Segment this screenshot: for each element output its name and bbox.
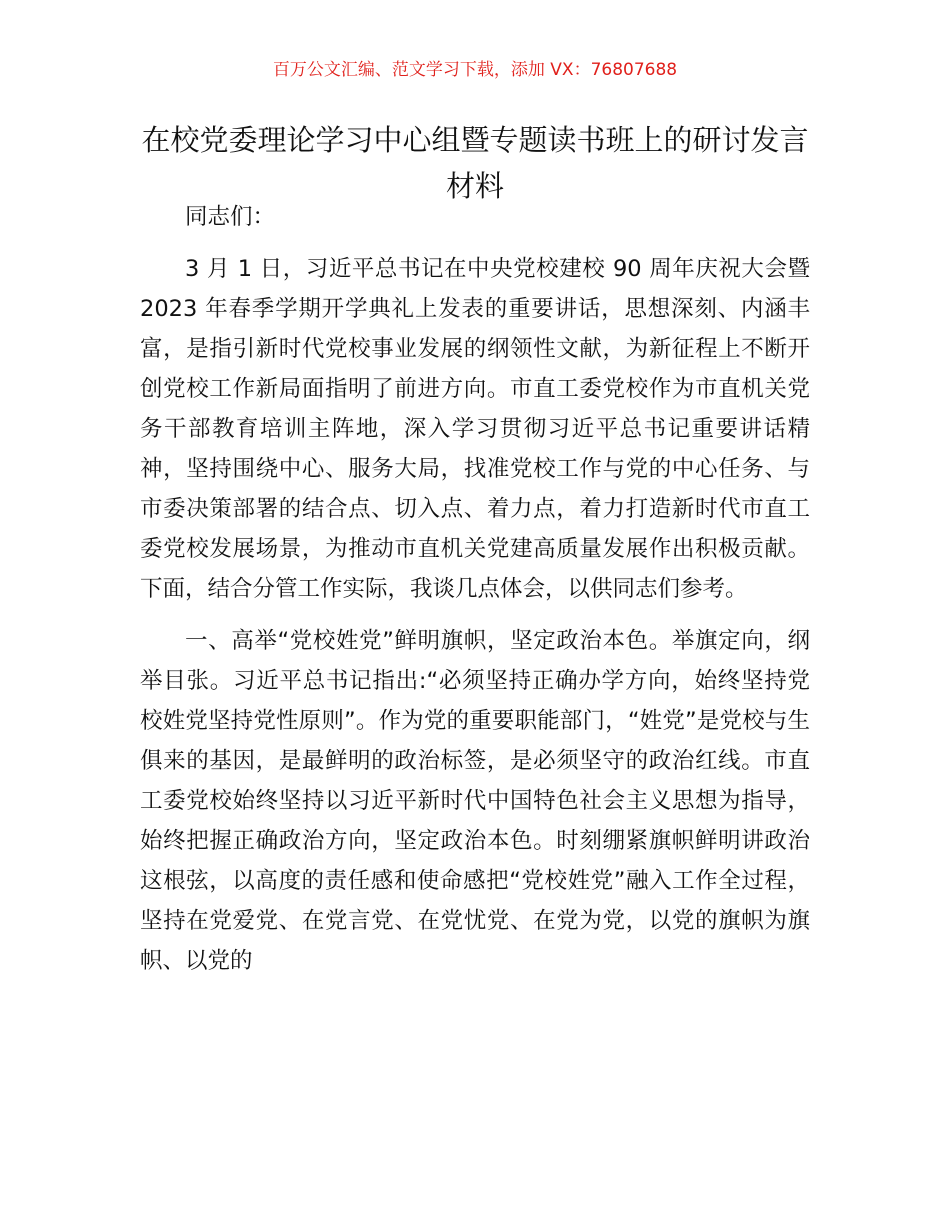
paragraph-section-one: 一、高举“党校姓党”鲜明旗帜，坚定政治本色。举旗定向，纲举目张。习近平总书记指出:“必须坚持正确办学方向，始终坚持党校姓党坚持党性原则”。作为党的重要职能部门，“姓党”是党校与生俱来的基因，是最鲜明的政治标签，是必须坚守的政治红线。市直工委党校始终坚持以习近平新时代中国特色社会主义思想为指导，始终把握正确政治方向，坚定政治本色。时刻绷紧旗帜鲜明讲政治这根弦，以高度的责任感和使命感把“党校姓党”融入工作全过程，坚持在党爱党、在党言党、在党忧党、在党为党，以党的旗帜为旗帜、以党的 (140, 628, 810, 974)
document-title: 在校党委理论学习中心组暨专题读书班上的研讨发言材料 (141, 123, 809, 203)
document-body (140, 197, 810, 993)
salutation: 同志们： (185, 204, 276, 230)
paragraph-intro: 3 月 1 日，习近平总书记在中央党校建校 90 周年庆祝大会暨 2023 年春季学期开学典礼上发表的重要讲话，思想深刻、内涵丰富，是指引新时代党校事业发展的纲领性文献，为新征程上不断开创党校工作新局面指明了前进方向。市直工委党校作为市直机关党务干部教育培训主阵地，深入学习贯彻习近平总书记重要讲话精神，坚持围绕中心、服务大局，找准党校工作与党的中心任务、与市委决策部署的结合点、切入点、着力点，着力打造新时代市直工委党校发展场景，为推动市直机关党建高质量发展作出积极贡献。下面，结合分管工作实际，我谈几点体会，以供同志们参考。 (140, 256, 810, 602)
watermark-header: 百万公文汇编、范文学习下载，添加 VX：76807688 (272, 60, 678, 80)
